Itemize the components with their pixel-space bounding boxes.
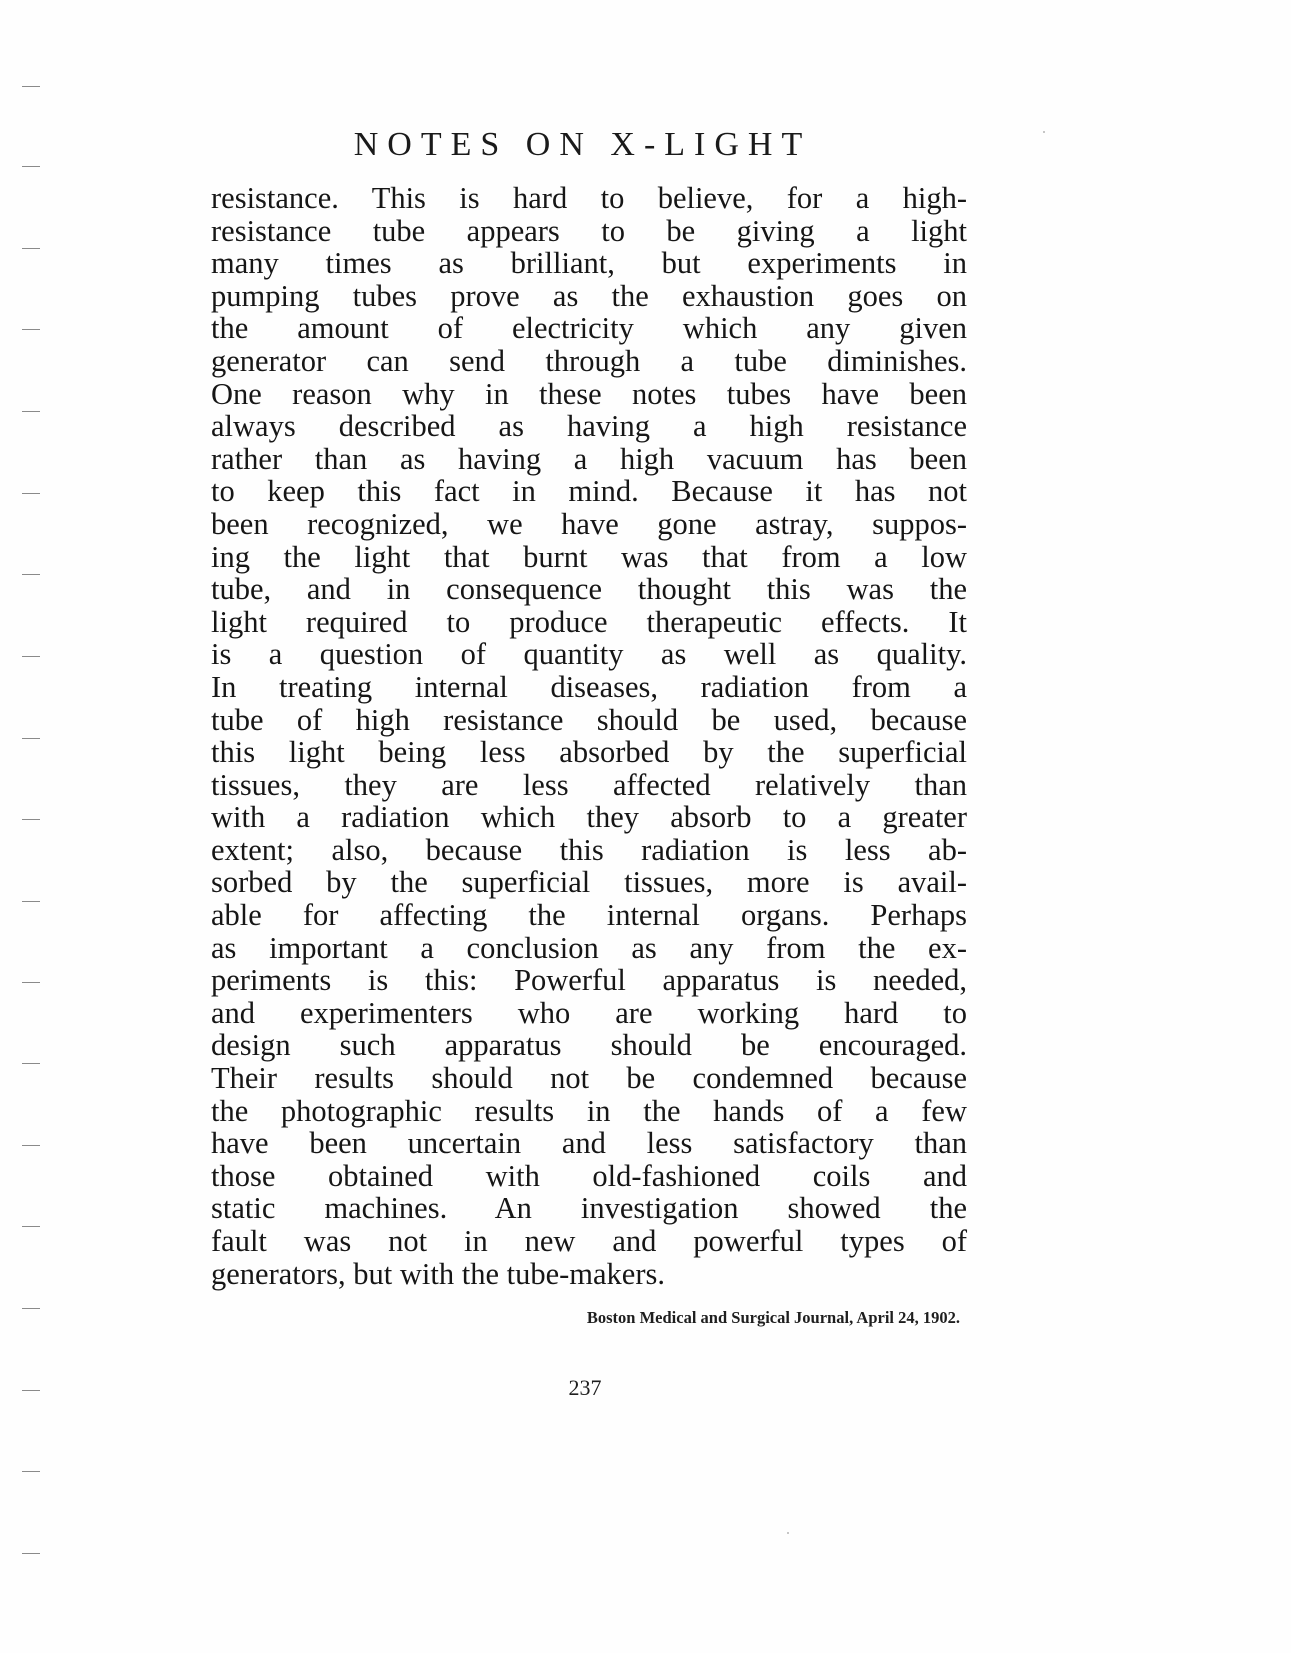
scan-speck [1043,131,1045,133]
margin-tick [22,901,40,902]
scan-speck [787,1532,789,1534]
margin-tick [22,1471,40,1472]
margin-tick [22,493,40,494]
body-line: resistance tube appears to be giving a light [211,213,967,248]
body-text [211,182,967,1290]
body-line: periments is this: Powerful apparatus is needed, [211,963,967,998]
body-line: this light being less absorbed by the superficial [211,735,967,770]
margin-tick [22,819,40,820]
margin-tick [22,574,40,575]
body-line: and experimenters who are working hard to [211,995,967,1030]
body-line: generators, but with the tube-makers. [211,1256,665,1291]
margin-tick [22,738,40,739]
body-line: rather than as having a high vacuum has been [211,441,967,476]
body-line: the photographic results in the hands of a few [211,1093,967,1128]
running-head: NOTES ON X-LIGHT [353,126,812,163]
body-line: as important a conclusion as any from the ex- [211,930,967,965]
body-line: always described as having a high resistance [211,409,967,444]
margin-tick [22,1390,40,1391]
body-line: In treating internal diseases, radiation from a [211,669,967,704]
margin-tick [22,1063,40,1064]
source-citation: Boston Medical and Surgical Journal, April 24, 1902. [586,1308,960,1327]
body-line: with a radiation which they absorb to a greater [211,800,967,835]
body-line: static machines. An investigation showed the [211,1191,967,1226]
body-line: been recognized, we have gone astray, suppos- [211,506,967,541]
margin-tick [22,656,40,657]
margin-tick [22,1145,40,1146]
body-line: extent; also, because this radiation is less ab- [211,832,967,867]
margin-tick [22,1553,40,1554]
body-line: resistance. This is hard to believe, for a high- [211,181,967,215]
margin-tick [22,411,40,412]
margin-tick [22,982,40,983]
body-line: pumping tubes prove as the exhaustion goes on [211,278,967,313]
body-line: to keep this fact in mind. Because it has not [211,474,967,509]
body-line: Their results should not be condemned because [211,1061,967,1096]
body-line: light required to produce therapeutic effects. It [211,604,967,639]
margin-tick [22,86,40,87]
body-line: tube of high resistance should be used, because [211,702,967,737]
margin-tick [22,329,40,330]
body-line: fault was not in new and powerful types of [211,1224,967,1258]
body-line: design such apparatus should be encouraged. [211,1028,967,1063]
body-line: One reason why in these notes tubes have been [211,376,967,411]
page-number: 237 [568,1375,602,1400]
body-line: is a question of quantity as well as quality. [211,637,967,672]
body-line: many times as brilliant, but experiments in [211,246,967,281]
margin-tick [22,1226,40,1227]
body-line: tissues, they are less affected relatively than [211,767,967,802]
body-line: able for affecting the internal organs. Perhaps [211,898,967,933]
margin-tick [22,166,40,167]
margin-tick [22,248,40,249]
body-line: tube, and in consequence thought this was the [211,572,967,607]
body-line: sorbed by the superficial tissues, more is avail- [211,865,967,900]
body-line: generator can send through a tube diminishes. [211,343,967,378]
body-line: the amount of electricity which any given [211,311,967,346]
body-line: those obtained with old-fashioned coils and [211,1158,967,1193]
body-line: ing the light that burnt was that from a low [211,539,967,574]
binding-margin-ticks [22,0,42,1653]
margin-tick [22,1308,40,1309]
body-line: have been uncertain and less satisfactory than [211,1126,967,1161]
